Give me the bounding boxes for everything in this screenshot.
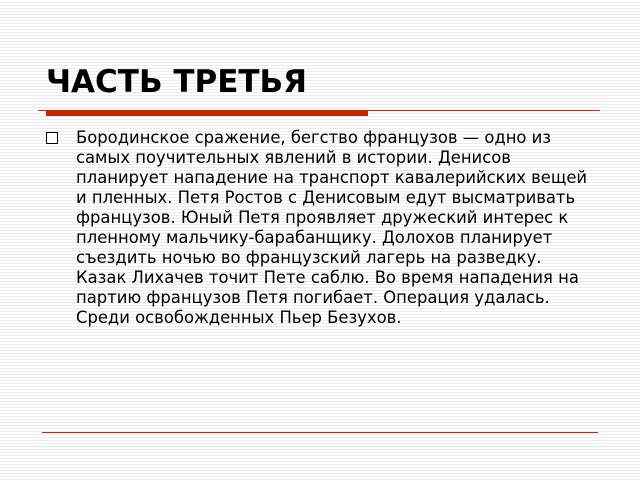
bullet-list-item bbox=[46, 128, 591, 328]
title-accent-bar bbox=[46, 110, 368, 116]
title-underline-rule bbox=[368, 110, 600, 111]
title-underline-left bbox=[38, 110, 46, 111]
square-bullet-icon bbox=[46, 132, 58, 144]
bullet-text: Бородинское сражение, бегство французов — одно из самых поучительных явлений в истории. Денисов планирует нападение на транспорт кавалерийских вещей и пленных. Петя Ростов с Денисовым едут высматривать французов. Юный Петя проявляет дружеский интерес к пленному мальчику-барабанщику. Долохов планирует съездить ночью во французский лагерь на разведку. Казак Лихачев точит Пете саблю. Во время нападения на партию французов Петя погибает. Операция удалась. Среди освобожденных Пьер Безухов. bbox=[76, 128, 588, 327]
slide-title: ЧАСТЬ ТРЕТЬЯ bbox=[46, 64, 308, 100]
bottom-divider bbox=[42, 432, 598, 433]
